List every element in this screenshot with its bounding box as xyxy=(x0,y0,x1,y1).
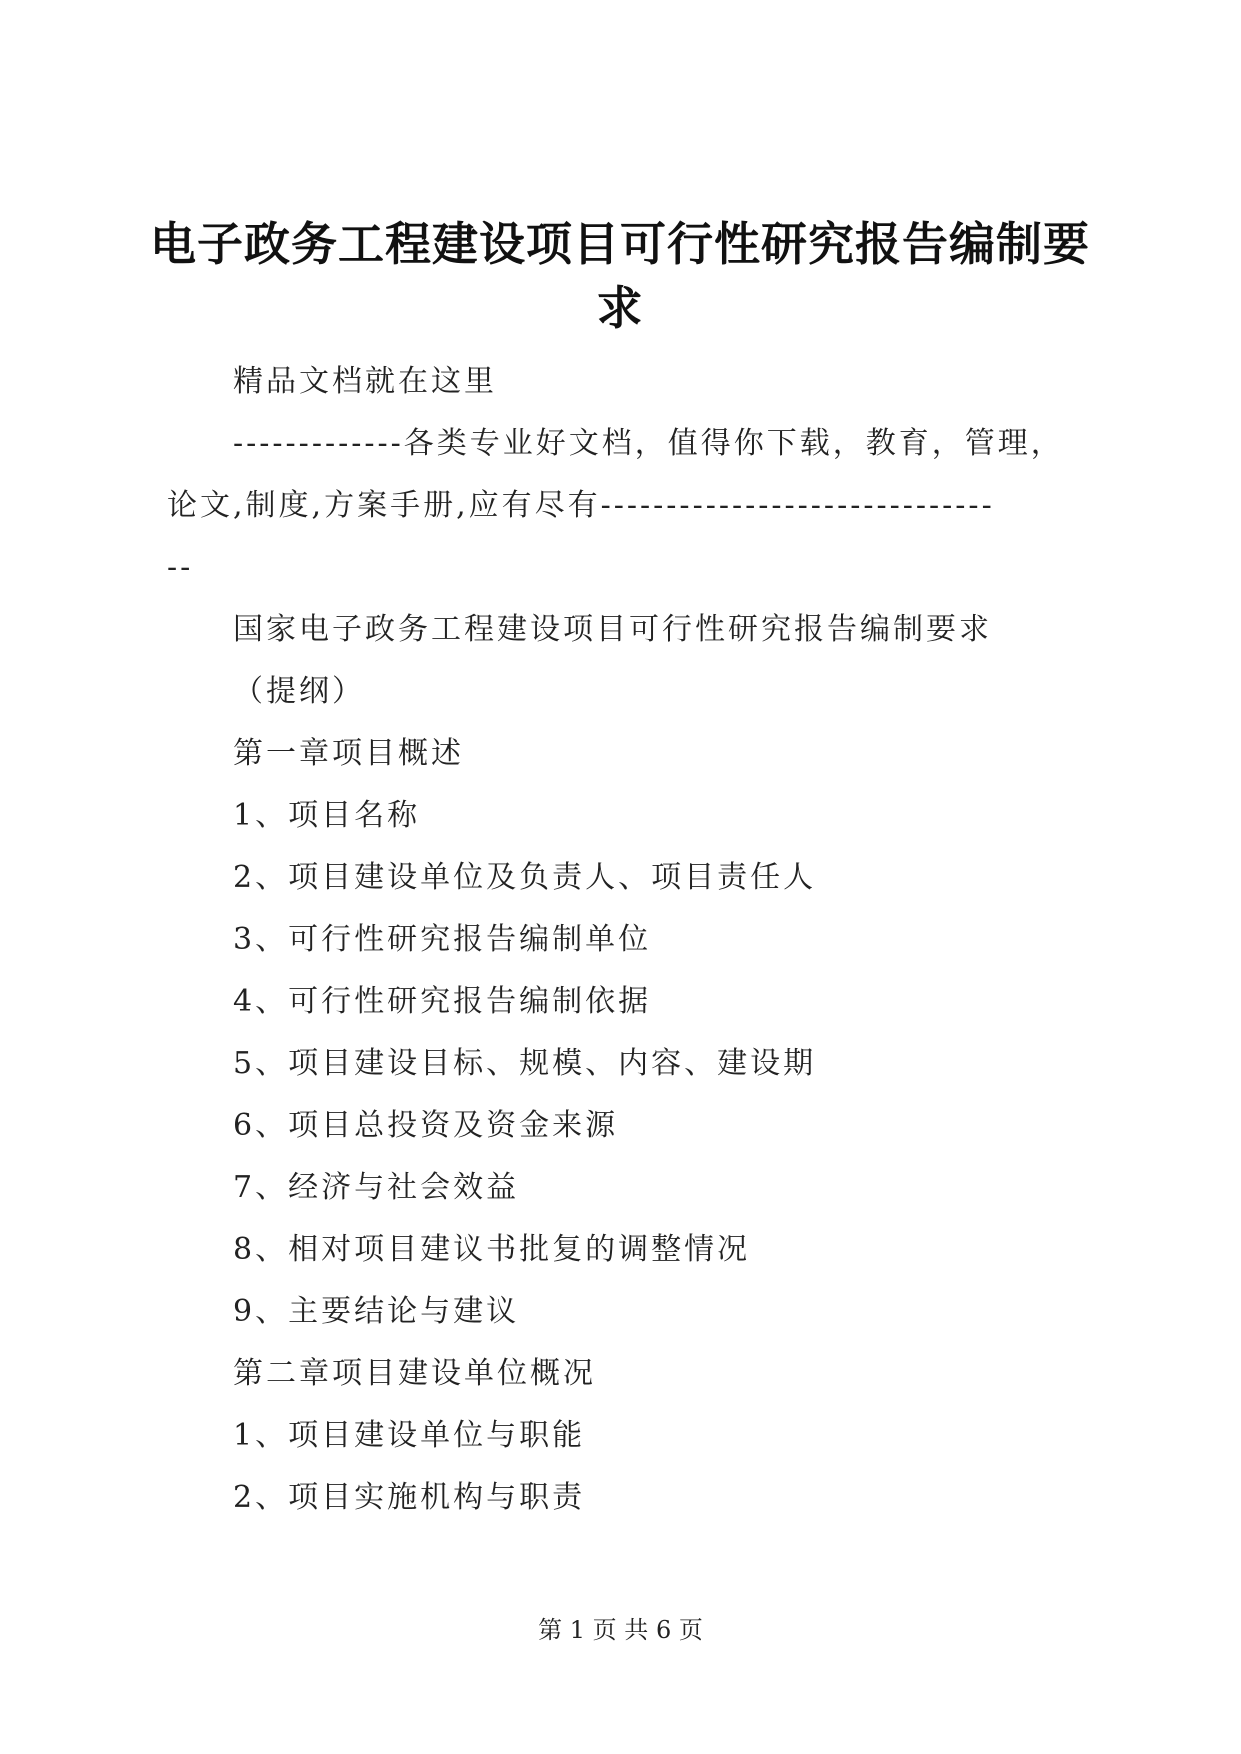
list-item: 6、项目总投资及资金来源 xyxy=(233,1108,619,1143)
list-item: 9、主要结论与建议 xyxy=(233,1294,520,1329)
document-title: 电子政务工程建设项目可行性研究报告编制要求 xyxy=(150,217,1090,335)
list-item: 1、项目建设单位与职能 xyxy=(233,1418,586,1453)
list-item: 2、项目实施机构与职责 xyxy=(233,1480,586,1515)
list-item: 2、项目建设单位及负责人、项目责任人 xyxy=(233,860,817,895)
section-subheading: （提纲） xyxy=(233,674,365,709)
banner-line-4: -- xyxy=(167,550,194,585)
list-item: 4、可行性研究报告编制依据 xyxy=(233,984,652,1019)
chapter-2-title: 第二章项目建设单位概况 xyxy=(233,1356,596,1391)
list-item: 1、项目名称 xyxy=(233,798,421,833)
section-heading: 国家电子政务工程建设项目可行性研究报告编制要求 xyxy=(233,612,992,647)
list-item: 7、经济与社会效益 xyxy=(233,1170,520,1205)
list-item: 5、项目建设目标、规模、内容、建设期 xyxy=(233,1046,817,1081)
list-item: 3、可行性研究报告编制单位 xyxy=(233,922,652,957)
list-item: 8、相对项目建议书批复的调整情况 xyxy=(233,1232,751,1267)
page-footer: 第 1 页 共 6 页 xyxy=(538,1616,703,1644)
banner-line-1: 精品文档就在这里 xyxy=(233,364,497,399)
chapter-1-title: 第一章项目概述 xyxy=(233,736,464,771)
banner-line-2: -------------各类专业好文档，值得你下载，教育，管理， xyxy=(233,426,1064,461)
banner-line-3: 论文,制度,方案手册,应有尽有------------------------------ xyxy=(167,488,995,523)
